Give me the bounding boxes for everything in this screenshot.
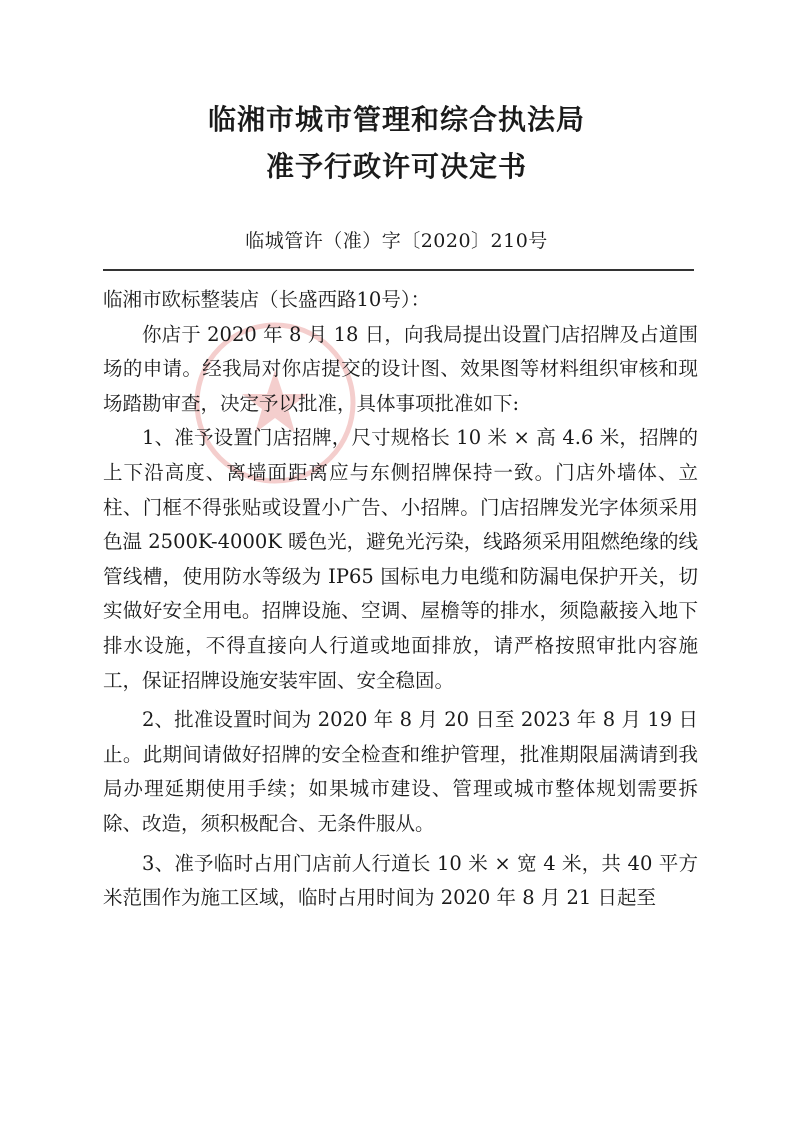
paragraph-intro: 你店于 2020 年 8 月 18 日，向我局提出设置门店招牌及占道围场的申请。经我局对你店提交的设计图、效果图等材料组织审核和现场踏勘审查，决定予以批准，具体事项批准如下: (103, 322, 698, 415)
title-line-2: 准予行政许可决定书 (265, 150, 527, 183)
document-number: 临城管许（准）字〔2020〕210号 (245, 230, 548, 252)
paragraph-item-3: 3、准予临时占用门店前人行道长 10 米 × 宽 4 米，共 40 平方米范围作为施工区域，临时占用时间为 2020 年 8 月 21 日起至 (103, 851, 698, 910)
title-line-1: 临湘市城市管理和综合执法局 (207, 103, 585, 136)
recipient-line: 临湘市欧标整装店（长盛西路10号）： (103, 288, 431, 311)
header-divider (103, 269, 694, 271)
document-body (103, 283, 698, 916)
paragraph-item-1: 1、准予设置门店招牌，尺寸规格长 10 米 × 高 4.6 米，招牌的上下沿高度、离墙面距离应与东侧招牌保持一致。门店外墙体、立柱、门框不得张贴或设置小广告、小招牌。门店招牌发光字体须采用色温 2500K-4000K 暖色光，避免光污染，线路须采用阻燃绝缘的线管线槽，使用防水等级为 IP65 国标电力电缆和防漏电保护开关，切实做好安全用电。招牌设施、空调、屋檐等的排水，须隐蔽接入地下排水设施，不得直接向人行道或地面排放，请严格按照审批内容施工，保证招牌设施安装牢固、安全稳固。 (103, 426, 698, 692)
paragraph-item-2: 2、批准设置时间为 2020 年 8 月 20 日至 2023 年 8 月 19 日止。此期间请做好招牌的安全检查和维护管理，批准期限届满请到我局办理延期使用手续；如果城市建设、管理或城市整体规划需要拆除、改造，须积极配合、无条件服从。 (103, 708, 698, 835)
